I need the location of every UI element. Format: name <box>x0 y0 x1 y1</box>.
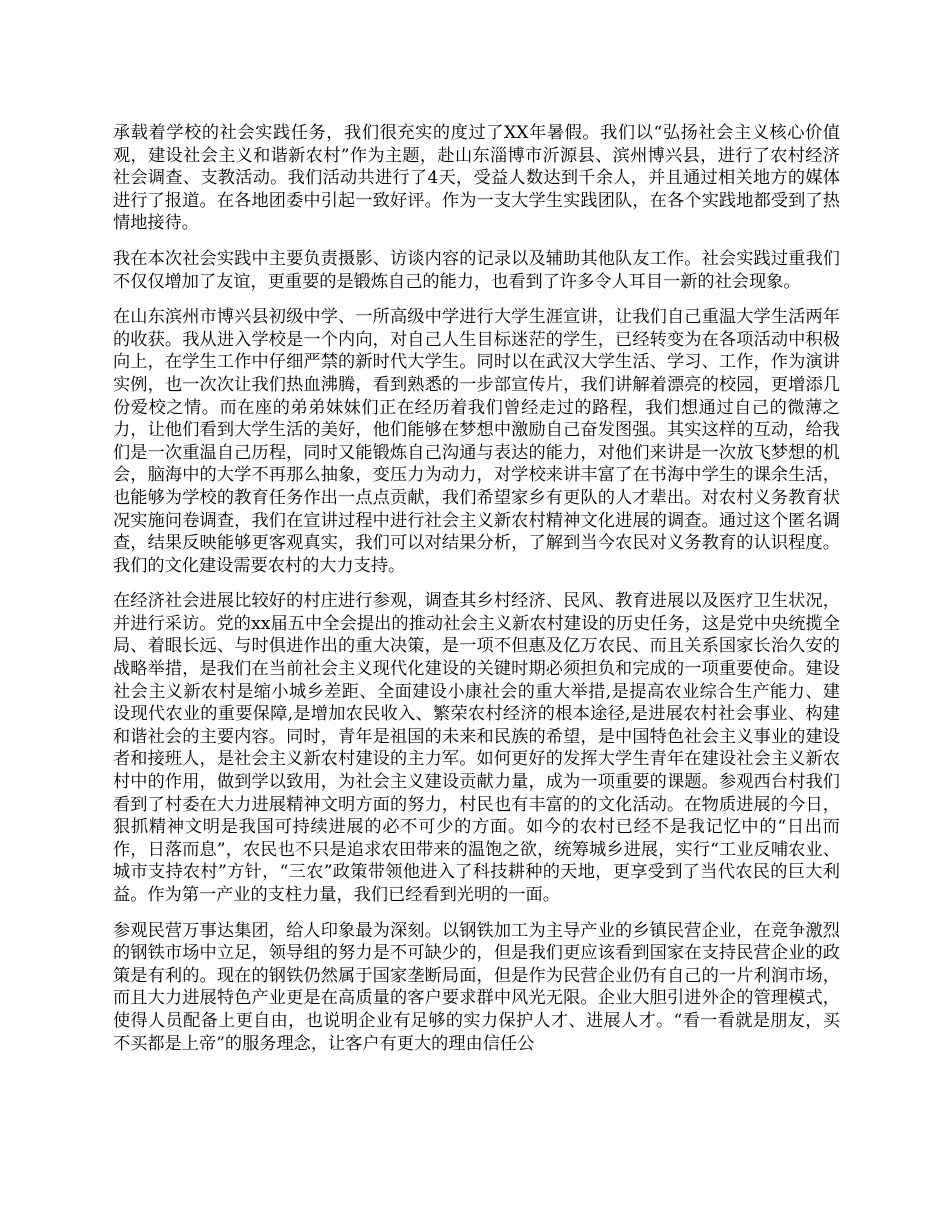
paragraph-1: 承载着学校的社会实践任务，我们很充实的度过了XX年暑假。我们以“弘扬社会主义核心价值观，建设社会主义和谐新农村”作为主题，赴山东淄博市沂源县、滨州博兴县，进行了农村经济社会调查、支教活动。我们活动共进行了4天，受益人数达到千余人，并且通过相关地方的媒体进行了报道。在各地团委中引起一致好评。作为一支大学生实践团队，在各个实践地都受到了热情地接待。 <box>113 123 840 234</box>
paragraph-3: 在山东滨州市博兴县初级中学、一所高级中学进行大学生涯宣讲，让我们自己重温大学生活两年的收获。我从进入学校是一个内向，对自己人生目标迷茫的学生，已经转变为在各项活动中积极向上，在学生工作中仔细严禁的新时代大学生。同时以在武汉大学生活、学习、工作，作为演讲实例，也一次次让我们热血沸腾，看到熟悉的一步部宣传片，我们讲解着漂亮的校园，更增添几份爱校之情。而在座的弟弟妹妹们正在经历着我们曾经走过的路程，我们想通过自己的微薄之力，让他们看到大学生活的美好，他们能够在梦想中激励自己奋发图强。其实这样的互动，给我们是一次重温自己历程，同时又能锻炼自己沟通与表达的能力，对他们来讲是一次放飞梦想的机会，脑海中的大学不再那么抽象，变压力为动力，对学校来讲丰富了在书海中学生的课余生活，也能够为学校的教育任务作出一点点贡献，我们希望家乡有更队的人才辈出。对农村义务教育状况实施问卷调查，我们在宣讲过程中进行社会主义新农村精神文化进展的调查。通过这个匿名调查，结果反映能够更客观真实，我们可以对结果分析，了解到当今农民对义务教育的认识程度。我们的文化建设需要农村的大力支持。 <box>113 307 840 576</box>
paragraph-5: 参观民营万事达集团，给人印象最为深刻。以钢铁加工为主导产业的乡镇民营企业，在竞争激烈的钢铁市场中立足，领导组的努力是不可缺少的，但是我们更应该看到国家在支持民营企业的政策是有利的。现在的钢铁仍然属于国家垄断局面，但是作为民营企业仍有自己的一片利润市场，而且大力进展特色产业更是在高质量的客户要求群中风光无限。企业大胆引进外企的管理模式，使得人员配备上更自由，也说明企业有足够的实力保护人才、进展人才。“看一看就是朋友，买不买都是上帝”的服务理念，让客户有更大的理由信任公 <box>113 920 840 1054</box>
document-page <box>113 122 840 1068</box>
paragraph-4: 在经济社会进展比较好的村庄进行参观，调查其乡村经济、民风、教育进展以及医疗卫生状况，并进行采访。党的xx届五中全会提出的推动社会主义新农村建设的历史任务，这是党中央统揽全局、着眼长远、与时俱进作出的重大决策，是一项不但惠及亿万农民、而且关系国家长治久安的战略举措，是我们在当前社会主义现代化建设的关键时期必须担负和完成的一项重要使命。建设社会主义新农村是缩小城乡差距、全面建设小康社会的重大举措,是提高农业综合生产能力、建设现代农业的重要保障,是增加农民收入、繁荣农村经济的根本途径,是进展农村社会事业、构建和谐社会的主要内容。同时，青年是祖国的未来和民族的希望，是中国特色社会主义事业的建设者和接班人，是社会主义新农村建设的主力军。如何更好的发挥大学生青年在建设社会主义新农村中的作用，做到学以致用，为社会主义建设贡献力量，成为一项重要的课题。参观西台村我们看到了村委在大力进展精神文明方面的努力，村民也有丰富的的文化活动。在物质进展的今日，狠抓精神文明是我国可持续进展的必不可少的方面。如今的农村已经不是我记忆中的“日出而作，日落而息”，农民也不只是追求农田带来的温饱之欲，统筹城乡进展，实行“工业反哺农业、城市支持农村”方针，“三农”政策带领他进入了科技耕种的天地，更享受到了当代农民的巨大利益。作为第一产业的支柱力量，我们已经看到光明的一面。 <box>113 591 840 905</box>
paragraph-2: 我在本次社会实践中主要负责摄影、访谈内容的记录以及辅助其他队友工作。社会实践过重我们不仅仅增加了友谊，更重要的是锻炼自己的能力，也看到了许多令人耳目一新的社会现象。 <box>113 248 840 292</box>
